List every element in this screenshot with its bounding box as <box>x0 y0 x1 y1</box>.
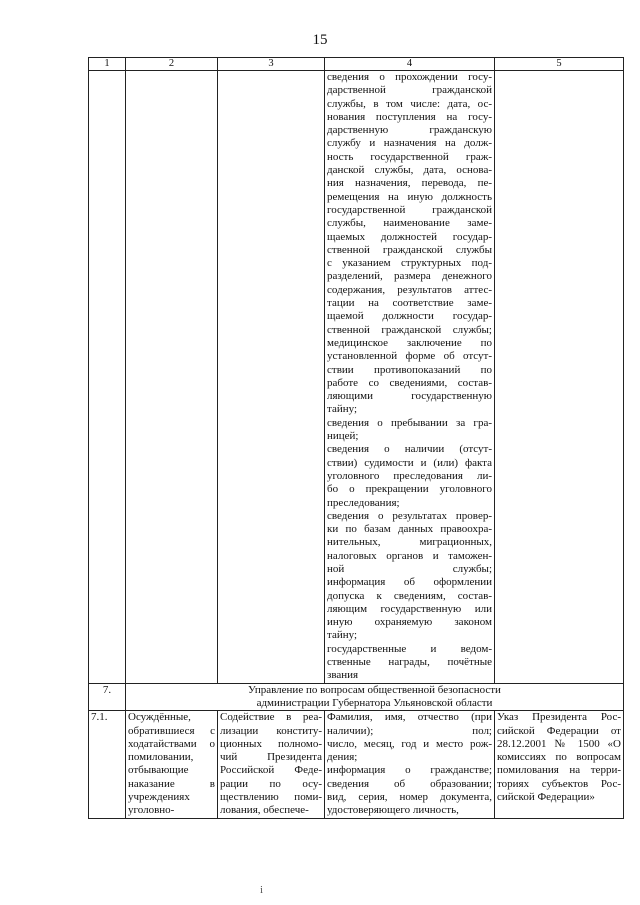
text-line: наличии); пол; <box>327 724 492 737</box>
row-7-1-data-list <box>325 711 495 818</box>
text-line: отбывающие <box>128 764 189 777</box>
text-line: лизации конститу- <box>220 724 322 737</box>
text-line: государственной гражданской <box>327 203 492 216</box>
text-line: ториях субъектов Рос- <box>497 777 621 790</box>
text-line: уголовно- <box>128 804 175 817</box>
text-line: сийской Федерации» <box>497 791 595 804</box>
text-line: рации по осу- <box>220 777 322 790</box>
text-line: ционных полномо- <box>220 737 322 750</box>
text-line: щаемой должности государ- <box>327 310 492 323</box>
continued-cell-5 <box>495 71 624 684</box>
text-line: медицинское заключение по <box>327 336 492 349</box>
text-line: ляющими государственную <box>327 390 492 403</box>
column-number-header-row <box>89 58 624 71</box>
text-line: комиссиях по вопросам <box>497 751 621 764</box>
text-line: учреждениях <box>128 791 190 804</box>
text-line: сведения об образовании; <box>327 777 492 790</box>
text-line: сведения о прохождении госу- <box>327 71 492 83</box>
text-line: службы, наименование заме- <box>327 217 492 230</box>
section-number: 7. <box>89 683 126 711</box>
text-line: налоговых органов и таможен- <box>327 549 492 562</box>
text-line: дарственную гражданскую <box>327 124 492 137</box>
text-line: ность государственной граж- <box>327 150 492 163</box>
text-line: вид, серия, номер документа, <box>327 791 492 804</box>
text-line: ницей; <box>327 430 359 443</box>
row-7-1-number: 7.1. <box>89 711 126 818</box>
continued-cell-4 <box>325 71 495 684</box>
text-line: уголовного преследования ли- <box>327 469 492 482</box>
continued-row <box>89 71 624 684</box>
section-title-line-1: Управление по вопросам общественной безопасности <box>248 683 501 696</box>
text-line: ляющим государственную или <box>327 602 492 615</box>
text-line: преследования; <box>327 496 400 509</box>
continued-cell-2 <box>126 71 218 684</box>
text-line: помиловании, <box>128 751 194 764</box>
text-line: службу и назначения на долж- <box>327 137 492 150</box>
text-line: государственные и ведом- <box>327 642 492 655</box>
section-row <box>89 683 624 711</box>
text-line: помилования на терри- <box>497 764 621 777</box>
text-line: тайну; <box>327 629 358 642</box>
text-line: Содействие в реа- <box>220 711 322 724</box>
text-line: звания <box>327 669 359 682</box>
text-line: ния назначения, перевода, пе- <box>327 177 492 190</box>
text-line: ственной гражданской службы <box>327 243 492 256</box>
text-line: бо о прекращении уголовного <box>327 483 492 496</box>
text-line: чий Президента <box>220 751 322 764</box>
personal-data-table <box>88 57 624 819</box>
section-title <box>126 683 624 711</box>
text-line: наказание в <box>128 777 215 790</box>
text-line: нительных, миграционных, <box>327 536 492 549</box>
text-line: ществлению поми- <box>220 791 322 804</box>
row-7-1-purpose <box>218 711 325 818</box>
text-line: сведения о наличии (отсут- <box>327 443 492 456</box>
text-line: дарственной гражданской <box>327 84 492 97</box>
text-line: сведения о пребывании за гра- <box>327 416 492 429</box>
text-line: Осуждённые, <box>128 711 191 724</box>
column-number-1: 1 <box>89 58 126 71</box>
row-7-1-legal-basis <box>495 711 624 818</box>
text-line: дения; <box>327 751 358 764</box>
text-line: информация о гражданстве; <box>327 764 492 777</box>
text-line: ходатайствами о <box>128 737 215 750</box>
text-line: Фамилия, имя, отчество (при <box>327 711 492 724</box>
text-line: с указанием структурных под- <box>327 257 492 270</box>
row-7-1 <box>89 711 624 818</box>
text-line: иную охраняемую законом <box>327 616 492 629</box>
text-line: данской службы, дата, основа- <box>327 164 492 177</box>
text-line: Российской Феде- <box>220 764 322 777</box>
text-line: допуска к сведениям, состав- <box>327 589 492 602</box>
text-line: ки по базам данных правоохра- <box>327 523 492 536</box>
continued-cell-3 <box>218 71 325 684</box>
text-line: установленной форме об отсут- <box>327 350 492 363</box>
text-line: Указ Президента Рос- <box>497 711 621 724</box>
text-line: службы, в том числе: дата, ос- <box>327 97 492 110</box>
text-line: ственной гражданской службы; <box>327 323 492 336</box>
column-number-2: 2 <box>126 58 218 71</box>
text-line: нования поступления на госу- <box>327 110 492 123</box>
text-line: щаемых должностей государ- <box>327 230 492 243</box>
bottom-mark: i <box>260 884 264 896</box>
text-line: ствии противопоказаний по <box>327 363 492 376</box>
text-line: работе со сведениями, состав- <box>327 376 492 389</box>
text-line: ственные награды, почётные <box>327 656 492 669</box>
text-line: обратившиеся с <box>128 724 215 737</box>
section-title-line-2: администрации Губернатора Ульяновской области <box>256 696 493 709</box>
text-line: удостоверяющего личность, <box>327 804 459 817</box>
text-line: ной службы; <box>327 562 492 575</box>
text-line: разделений, размера денежного <box>327 270 492 283</box>
column-number-3: 3 <box>218 58 325 71</box>
row-7-1-subjects <box>126 711 218 818</box>
text-line: ствии) судимости и (или) факта <box>327 456 492 469</box>
continued-cell-1 <box>89 71 126 684</box>
column-number-5: 5 <box>495 58 624 71</box>
text-line: тации на соответствие заме- <box>327 297 492 310</box>
text-line: содержания, результатов аттес- <box>327 283 492 296</box>
text-line: сведения о результатах провер- <box>327 509 492 522</box>
text-line: тайну; <box>327 403 358 416</box>
text-line: лования, обеспече- <box>220 804 309 817</box>
text-line: 28.12.2001 № 1500 «О <box>497 737 621 750</box>
text-line: ремещения на иную должность <box>327 190 492 203</box>
text-line: число, месяц, год и место рож- <box>327 737 492 750</box>
column-number-4: 4 <box>325 58 495 71</box>
text-line: информация об оформлении <box>327 576 492 589</box>
text-line: сийской Федерации от <box>497 724 621 737</box>
page-number: 15 <box>312 32 328 48</box>
